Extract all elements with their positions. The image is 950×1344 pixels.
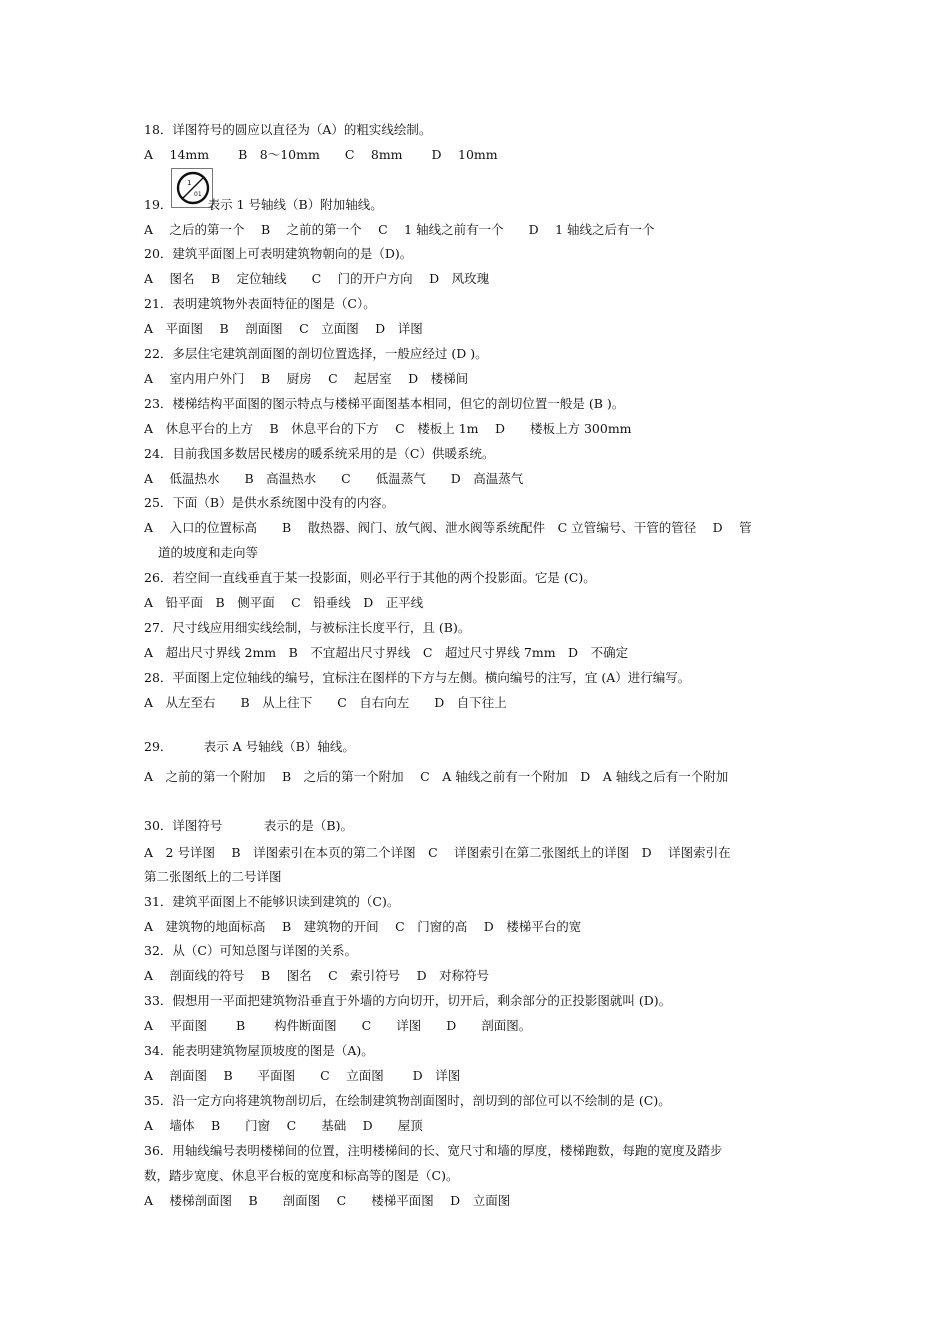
options-23: A 休息平台的上方 B 休息平台的下方 C 楼板上 1m D 楼板上方 300mm [144, 421, 632, 436]
question-36: 36．用轴线编号表明楼梯间的位置，注明楼梯间的长、宽尺寸和墙的厚度，楼梯跑数，每跑的宽度及踏步 [144, 1143, 723, 1158]
options-24: A 低温热水 B 高温热水 C 低温蒸气 D 高温蒸气 [144, 471, 524, 486]
question-29: 29． 表示 A 号轴线（B）轴线。 [144, 739, 355, 754]
options-32: A 剖面线的符号 B 图名 C 索引符号 D 对称符号 [144, 968, 490, 983]
question-19: 19． 表示 1 号轴线（B）附加轴线。 [144, 197, 383, 212]
question-24: 24．目前我国多数居民楼房的暖系统采用的是（C）供暖系统。 [144, 446, 495, 461]
options-19: A 之后的第一个 B 之前的第一个 C 1 轴线之前有一个 D 1 轴线之后有一个 [144, 222, 655, 237]
question-35: 35．沿一定方向将建筑物剖切后，在绘制建筑物剖面图时，剖切到的部位可以不绘制的是 (C)。 [144, 1093, 671, 1108]
question-27: 27．尺寸线应用细实线绘制，与被标注长度平行，且 (B)。 [144, 620, 471, 635]
options-35: A 墙体 B 门窗 C 基础 D 屋顶 [144, 1118, 423, 1133]
question-20: 20．建筑平面图上可表明建筑物朝向的是（D)。 [144, 246, 413, 261]
options-27: A 超出尺寸界线 2mm B 不宜超出尺寸界线 C 超过尺寸界线 7mm D 不确定 [144, 645, 629, 660]
question-36-cont: 数，踏步宽度、休息平台板的宽度和标高等的图是（C)。 [144, 1168, 459, 1183]
question-32: 32．从（C）可知总图与详图的关系。 [144, 943, 357, 958]
question-23: 23．楼梯结构平面图的图示特点与楼梯平面图基本相同，但它的剖切位置一般是 (B )。 [144, 396, 625, 411]
question-26: 26．若空间一直线垂直于某一投影面，则必平行于其他的两个投影面。它是 (C)。 [144, 570, 596, 585]
question-25: 25．下面（B）是供水系统图中没有的内容。 [144, 495, 395, 510]
question-33: 33．假想用一平面把建筑物沿垂直于外墙的方向切开，切开后，剩余部分的正投影图就叫 (D)。 [144, 993, 672, 1008]
question-31: 31．建筑平面图上不能够识读到建筑的（C)。 [144, 894, 400, 909]
options-29: A 之前的第一个附加 B 之后的第一个附加 C A 轴线之前有一个附加 D A 轴线之后有一个附加 [144, 769, 729, 784]
options-21: A 平面图 B 剖面图 C 立面图 D 详图 [144, 321, 423, 336]
options-33: A 平面图 B 构件断面图 C 详图 D 剖面图。 [144, 1018, 532, 1033]
question-30: 30．详图符号 表示的是（B)。 [144, 818, 353, 833]
options-26: A 铅平面 B 侧平面 C 铅垂线 D 正平线 [144, 595, 424, 610]
options-25-cont: 道的坡度和走向等 [158, 545, 259, 560]
question-21: 21．表明建筑物外表面特征的图是（C）。 [144, 296, 376, 311]
axis-symbol-top-label: 1 [187, 179, 192, 187]
axis-symbol-bottom-label: 01 [194, 191, 202, 198]
question-34: 34．能表明建筑物屋顶坡度的图是（A)。 [144, 1043, 374, 1058]
options-28: A 从左至右 B 从上往下 C 自右向左 D 自下往上 [144, 695, 507, 710]
options-34: A 剖面图 B 平面图 C 立面图 D 详图 [144, 1068, 461, 1083]
options-36: A 楼梯剖面图 B 剖面图 C 楼梯平面图 D 立面图 [144, 1193, 511, 1208]
options-20: A 图名 B 定位轴线 C 门的开户方向 D 风玫瑰 [144, 271, 490, 286]
question-22: 22．多层住宅建筑剖面图的剖切位置选择，一般应经过 (D )。 [144, 346, 488, 361]
question-18: 18．详图符号的圆应以直径为（A）的粗实线绘制。 [144, 122, 432, 137]
options-30: A 2 号详图 B 详图索引在本页的第二个详图 C 详图索引在第二张图纸上的详图 D 详图索引在 [144, 845, 731, 860]
question-28: 28．平面图上定位轴线的编号，宜标注在图样的下方与左侧。横向编号的注写，宜 (A）进行编写。 [144, 670, 691, 685]
options-22: A 室内用户外门 B 厨房 C 起居室 D 楼梯间 [144, 371, 469, 386]
options-18: A 14mm B 8～10mm C 8mm D 10mm [144, 147, 498, 162]
options-25: A 入口的位置标高 B 散热器、阀门、放气阀、泄水阀等系统配件 C 立管编号、干管的管径 D 管 [144, 520, 752, 535]
options-31: A 建筑物的地面标高 B 建筑物的开间 C 门窗的高 D 楼梯平台的宽 [144, 919, 582, 934]
options-30-cont: 第二张图纸上的二号详图 [144, 869, 282, 884]
